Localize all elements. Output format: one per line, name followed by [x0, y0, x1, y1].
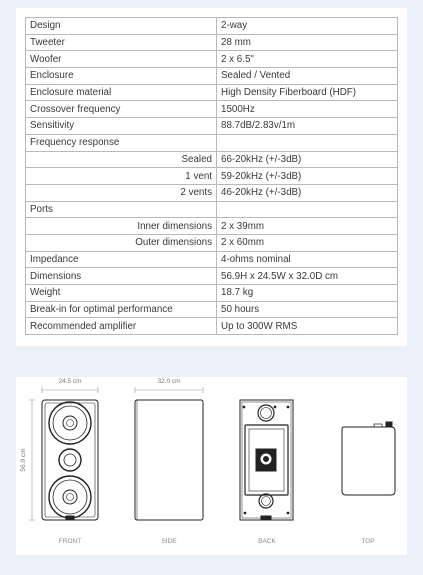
spec-label: 1 vent: [26, 168, 217, 185]
spec-label: Tweeter: [26, 34, 217, 51]
spec-value: 28 mm: [217, 34, 398, 51]
back-view-drawing: [240, 400, 293, 520]
spec-label: Woofer: [26, 51, 217, 68]
spec-row: [26, 285, 398, 302]
front-width-dimension: [42, 387, 98, 393]
spec-label: Inner dimensions: [26, 218, 217, 235]
spec-value: 2 x 60mm: [217, 234, 398, 251]
spec-value: 56.9H x 24.5W x 32.0D cm: [217, 268, 398, 285]
spec-label: Ports: [26, 201, 217, 218]
top-view-drawing: [342, 422, 395, 495]
side-view-label: SIDE: [161, 538, 177, 545]
dimension-diagram-panel: [16, 377, 407, 555]
spec-value: 66-20kHz (+/-3dB): [217, 151, 398, 168]
spec-row: [26, 18, 398, 35]
side-depth-dimension: [135, 387, 203, 393]
spec-value: [217, 201, 398, 218]
spec-row: [26, 201, 398, 218]
spec-table: [25, 17, 398, 335]
spec-label: Outer dimensions: [26, 234, 217, 251]
spec-label: Crossover frequency: [26, 101, 217, 118]
spec-value: 50 hours: [217, 301, 398, 318]
spec-row: [26, 51, 398, 68]
spec-row: [26, 101, 398, 118]
width-label: 24.5 cm: [58, 378, 82, 385]
spec-label: Enclosure material: [26, 84, 217, 101]
spec-row: [26, 168, 398, 185]
spec-row: [26, 318, 398, 335]
spec-value: 2-way: [217, 18, 398, 35]
spec-row: [26, 251, 398, 268]
spec-label: 2 vents: [26, 184, 217, 201]
front-view-drawing: [42, 400, 98, 520]
spec-row: [26, 134, 398, 151]
spec-label: Dimensions: [26, 268, 217, 285]
height-label: 56.9 cm: [20, 448, 27, 472]
spec-row: [26, 268, 398, 285]
spec-row: [26, 234, 398, 251]
spec-panel: [16, 8, 407, 346]
front-height-dimension: [29, 400, 35, 520]
spec-value: 4-ohms nominal: [217, 251, 398, 268]
side-view-drawing: [135, 400, 203, 520]
top-view-label: TOP: [361, 538, 375, 545]
spec-label: Impedance: [26, 251, 217, 268]
spec-value: High Density Fiberboard (HDF): [217, 84, 398, 101]
back-view-label: BACK: [258, 538, 276, 545]
spec-row: [26, 34, 398, 51]
spec-label: Enclosure: [26, 68, 217, 85]
spec-value: Sealed / Vented: [217, 68, 398, 85]
spec-row: [26, 184, 398, 201]
spec-label: Sealed: [26, 151, 217, 168]
depth-label: 32.0 cm: [157, 378, 181, 385]
front-view-label: FRONT: [58, 538, 82, 545]
spec-value: 18.7 kg: [217, 285, 398, 302]
spec-value: 2 x 6.5": [217, 51, 398, 68]
spec-label: Sensitivity: [26, 118, 217, 135]
spec-label: Break-in for optimal performance: [26, 301, 217, 318]
spec-label: Frequency response: [26, 134, 217, 151]
spec-value: 88.7dB/2.83v/1m: [217, 118, 398, 135]
spec-label: Weight: [26, 285, 217, 302]
spec-row: [26, 84, 398, 101]
spec-value: 2 x 39mm: [217, 218, 398, 235]
spec-row: [26, 68, 398, 85]
spec-row: [26, 218, 398, 235]
spec-table-body: [26, 18, 398, 335]
spec-label: Recommended amplifier: [26, 318, 217, 335]
spec-value: 46-20kHz (+/-3dB): [217, 184, 398, 201]
dimension-diagram: [16, 377, 407, 555]
spec-value: [217, 134, 398, 151]
spec-row: [26, 301, 398, 318]
spec-row: [26, 151, 398, 168]
spec-value: 1500Hz: [217, 101, 398, 118]
spec-label: Design: [26, 18, 217, 35]
spec-row: [26, 118, 398, 135]
spec-value: Up to 300W RMS: [217, 318, 398, 335]
spec-value: 59-20kHz (+/-3dB): [217, 168, 398, 185]
